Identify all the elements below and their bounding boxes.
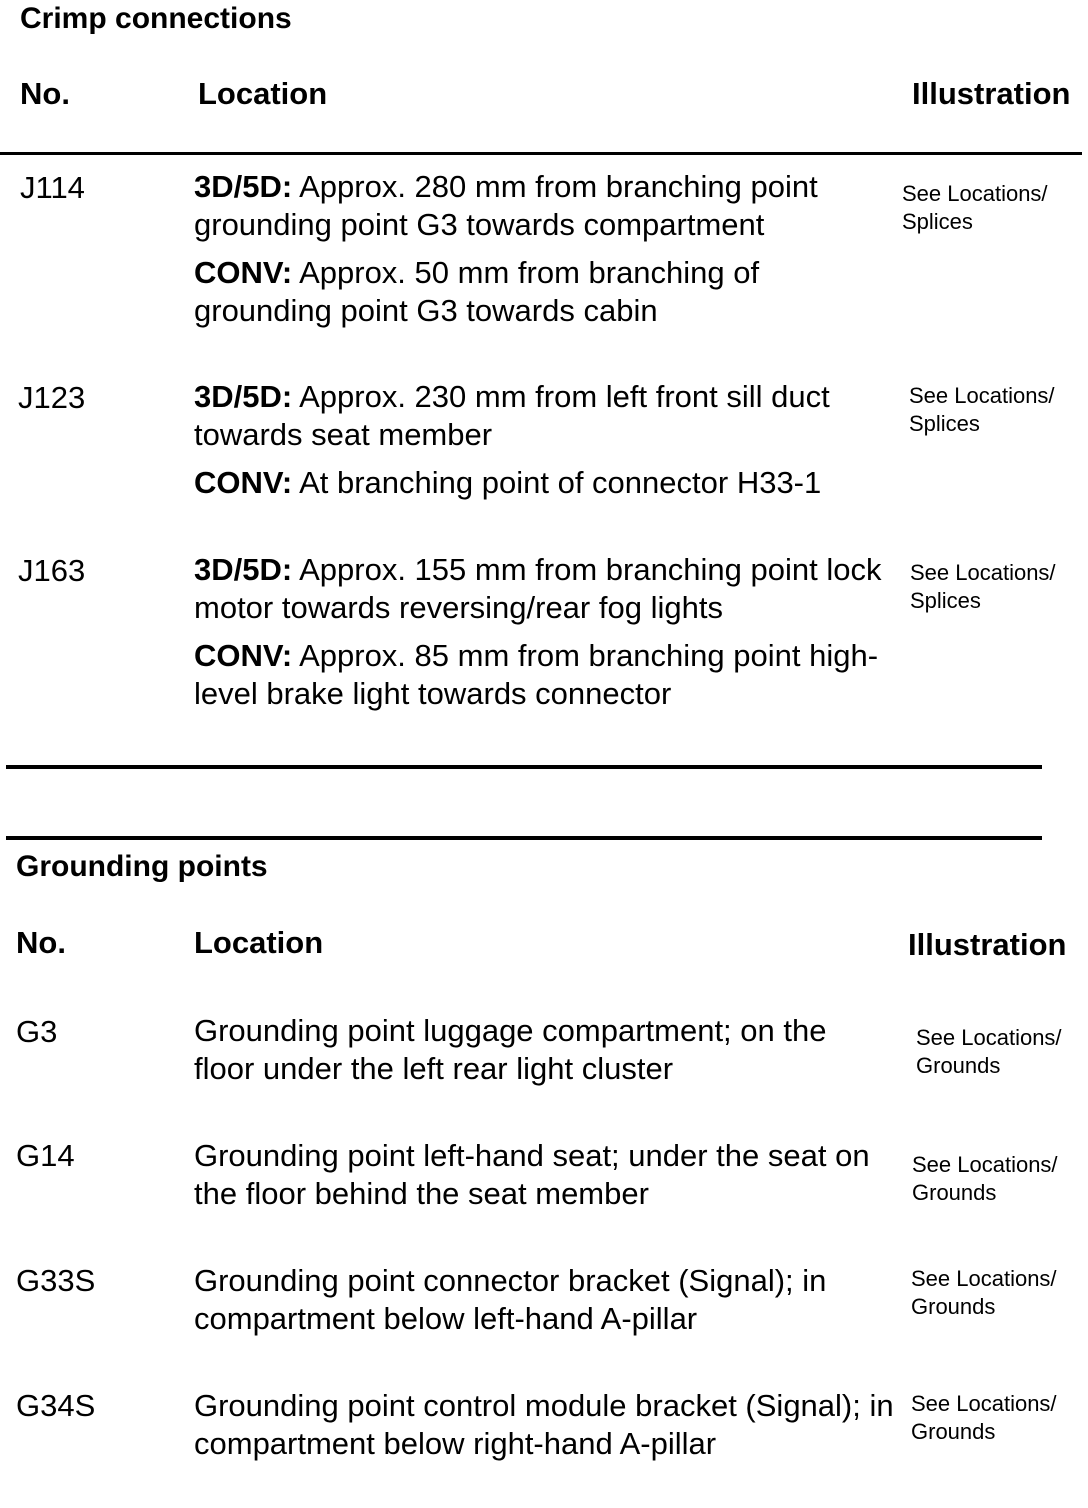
crimp-row-no: J123 [18, 380, 86, 415]
grounding-row-location: Grounding point connector bracket (Signal); in compartment below left-hand A-pillar [194, 1263, 827, 1336]
crimp-row-location [194, 378, 894, 502]
grounding-row-no: G33S [16, 1263, 96, 1298]
location-text: At branching point of connector H33-1 [292, 465, 822, 500]
section-divider-bottom [6, 765, 1042, 769]
location-text: Approx. 85 mm from branching point high-level brake light towards connector [194, 638, 879, 711]
crimp-row-illustration: See Locations/ Splices [910, 560, 1056, 613]
grounding-header-no: No. [16, 925, 66, 960]
location-text: Approx. 280 mm from branching point grounding point G3 towards compartment [194, 169, 818, 242]
grounding-row-no: G3 [16, 1014, 58, 1049]
crimp-row-illustration: See Locations/ Splices [909, 383, 1055, 436]
crimp-header-illustration: Illustration [912, 76, 1071, 111]
location-text: Approx. 155 mm from branching point lock motor towards reversing/rear fog lights [194, 552, 882, 625]
crimp-header-location: Location [198, 76, 328, 111]
section-divider-top [6, 836, 1042, 840]
crimp-header-no: No. [20, 76, 70, 111]
variant-label: CONV: [194, 638, 293, 673]
crimp-header-divider [0, 152, 1082, 155]
grounding-row-illustration: See Locations/ Grounds [916, 1025, 1062, 1078]
variant-label: CONV: [194, 255, 293, 290]
location-text: Approx. 230 mm from left front sill duct towards seat member [194, 379, 830, 452]
crimp-row-illustration: See Locations/ Splices [902, 181, 1048, 234]
variant-label: 3D/5D: [194, 379, 293, 414]
crimp-section-title: Crimp connections [20, 2, 292, 35]
grounding-row-illustration: See Locations/ Grounds [911, 1266, 1057, 1319]
variant-label: 3D/5D: [194, 552, 293, 587]
crimp-row-no: J163 [18, 553, 86, 588]
variant-label: CONV: [194, 465, 293, 500]
grounding-row-location: Grounding point luggage compartment; on the floor under the left rear light cluster [194, 1013, 827, 1086]
grounding-row-illustration: See Locations/ Grounds [912, 1152, 1058, 1205]
variant-label: 3D/5D: [194, 169, 293, 204]
grounding-header-illustration: Illustration [908, 927, 1067, 962]
grounding-row-no: G14 [16, 1138, 75, 1173]
crimp-row-no: J114 [20, 170, 85, 205]
grounding-row-illustration: See Locations/ Grounds [911, 1391, 1057, 1444]
grounding-row-no: G34S [16, 1388, 96, 1423]
crimp-row-location [194, 168, 894, 330]
grounding-header-location: Location [194, 925, 324, 960]
grounding-row-location: Grounding point left-hand seat; under the seat on the floor behind the seat member [194, 1138, 870, 1211]
grounding-section-title: Grounding points [16, 850, 268, 883]
crimp-row-location [194, 551, 894, 713]
grounding-row-location: Grounding point control module bracket (Signal); in compartment below right-hand A-pillar [194, 1388, 894, 1461]
location-text: Approx. 50 mm from branching of grounding point G3 towards cabin [194, 255, 760, 328]
